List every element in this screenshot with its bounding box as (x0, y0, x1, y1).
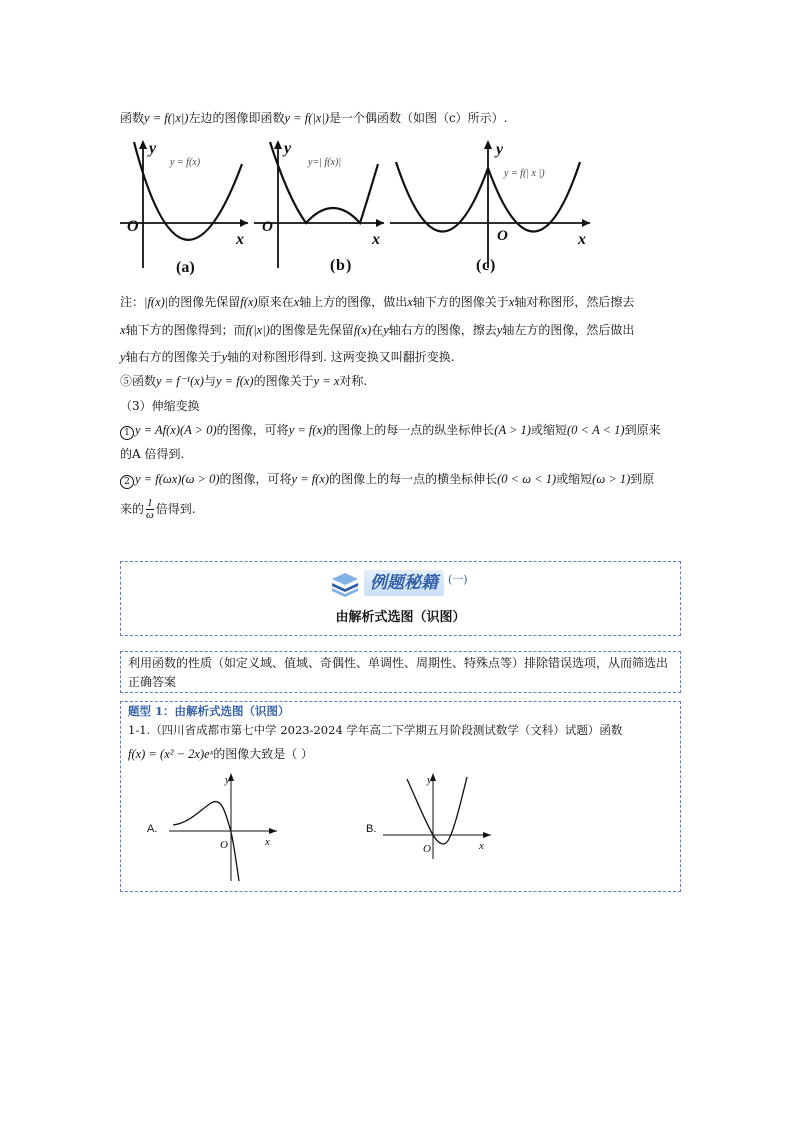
method-box (120, 651, 681, 693)
question-tail: 的图像大致是（ ） (213, 747, 314, 761)
option-b-graph[interactable] (383, 771, 495, 861)
text: 函数 (120, 111, 145, 125)
note-line-1: 注：|f(x)|的图像先保留f(x)原来在x轴上方的图像，做出x轴下方的图像关于x轴对称图形，然后擦去 (120, 295, 635, 309)
circled-number: 2 (120, 475, 134, 489)
x-axis-label: x (372, 231, 380, 248)
svg-text:): ) (490, 257, 496, 274)
svg-text:(: ( (330, 257, 336, 274)
origin-label: O (423, 843, 431, 855)
y-axis-label: y (284, 140, 292, 157)
y-axis-label: y (149, 140, 157, 157)
banner (330, 570, 480, 598)
method-line-1: 利用函数的性质（如定义域、值域、奇偶性、单调性、周期性、特殊点等）排除错误选项，从而筛选出 (128, 656, 669, 670)
svg-text:(: ( (476, 257, 482, 274)
origin-label: O (497, 228, 508, 244)
caption-b: b (336, 257, 345, 274)
x-axis-label: x (578, 231, 586, 248)
y-axis-label: y (225, 774, 230, 786)
section-subtitle: 由解析式选图（识图） (335, 610, 466, 625)
graph-b (254, 140, 384, 274)
note-line-3: y轴右方的图像关于y轴的对称图形得到. 这两变换又叫翻折变换. (120, 350, 455, 364)
option-b-label: B. (366, 823, 377, 835)
graph-a-label: y = f(x) (170, 157, 201, 168)
graph-b-label: y=| f(x)| (308, 157, 342, 168)
method-line-2: 正确答案 (128, 675, 177, 689)
item-5-inverse-function: ⑤函数y = f⁻¹(x)与y = f(x)的图像关于y = x对称. (120, 374, 368, 388)
option-a-curve (173, 802, 239, 881)
question-source (128, 722, 622, 738)
stretch-item-2-cont: 来的 $\frac{1}{\omega}$ 倍得到. (120, 497, 196, 521)
banner-number: (一) (448, 573, 468, 586)
x-axis-label: x (479, 840, 484, 852)
stretch-item-1-cont: 的A 倍得到. (120, 447, 185, 461)
fraction: $\frac{1}{\omega}$ (146, 497, 154, 521)
x-axis-label: x (265, 836, 270, 848)
note-line-2: x轴下方的图像得到；而f(|x|)的图像是先保留f(x)在y轴右方的图像，擦去y轴左方的图像，然后做出 (120, 323, 635, 337)
graph-c (390, 140, 590, 274)
stretch-item-1: 1 y = Af(x)(A > 0)的图像，可将y = f(x)的图像上的每一点的纵坐标伸长(A > 1)或缩短(0 < A < 1)到原来 (120, 422, 661, 440)
text: 是一个偶函数（如图（c）所示）. (328, 111, 508, 125)
caption-a: (a) (176, 259, 195, 276)
formula: y = f(|x|) (284, 111, 329, 125)
svg-text:): ) (346, 257, 352, 274)
origin-label: O (262, 219, 273, 235)
circled-number: 1 (120, 426, 134, 440)
question-box (120, 701, 681, 892)
para-f-abs-x (120, 110, 507, 126)
text: 左边的图像即函数 (188, 111, 285, 125)
x-axis-label: x (236, 231, 244, 248)
y-axis-label: y (496, 141, 504, 158)
question-type-title: 题型 1：由解析式选图（识图） (128, 704, 290, 718)
caption-c: c (482, 257, 490, 274)
stretch-item-2: 2 y = f(ωx)(ω > 0)的图像，可将y = f(x)的图像上的每一点的横坐标伸长(0 < ω < 1)或缩短(ω > 1)到原 (120, 471, 654, 489)
section-3-title: （3）伸缩变换 (120, 399, 200, 413)
transform-figure (120, 138, 600, 278)
origin-label: O (220, 839, 228, 851)
formula: y = f(|x|) (144, 111, 189, 125)
banner-title: 例题秘籍 (364, 570, 444, 596)
curve-left (396, 162, 488, 232)
y-axis-label: y (427, 774, 432, 786)
question-source-text: （四川省成都市第七中学 2023-2024 学年高二下学期五月阶段测试数学（文科）试题）函数 (150, 723, 623, 737)
origin-label: O (127, 218, 139, 235)
option-b-curve (407, 777, 467, 844)
question-stem (128, 745, 313, 763)
graph-a (120, 140, 248, 276)
option-a-graph[interactable] (169, 771, 281, 885)
graph-c-label: y = f(| x |) (504, 168, 545, 179)
question-number: 1-1. (128, 723, 151, 737)
question-function: f(x) = (x² − 2x)eˣ (128, 747, 214, 761)
stacked-books-icon (330, 571, 360, 597)
example-header-box (120, 561, 681, 636)
option-a-label: A. (147, 823, 158, 835)
